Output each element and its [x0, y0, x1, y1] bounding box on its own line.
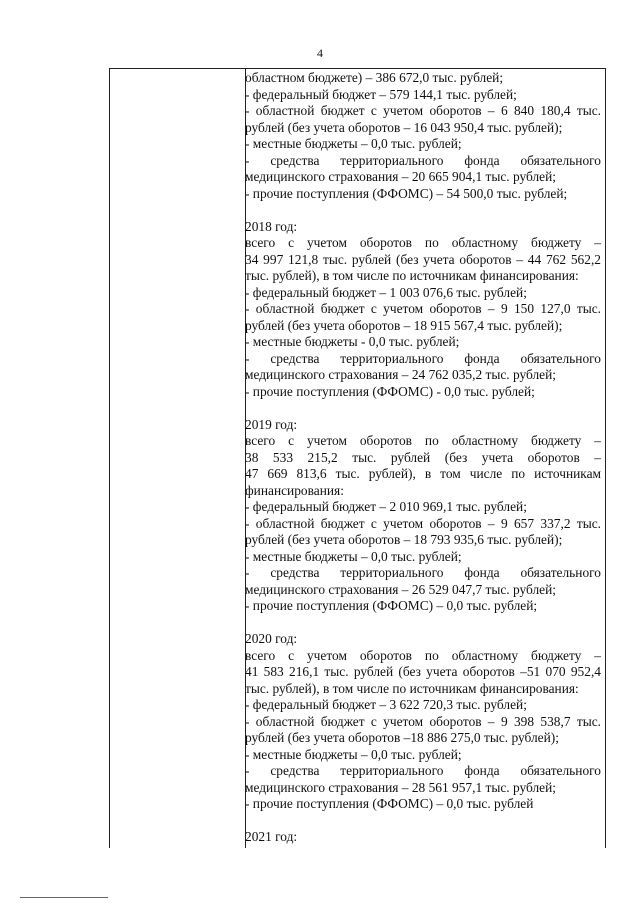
text-line: - местные бюджеты – 0,0 тыс. рублей;	[245, 548, 462, 564]
text-line: медицинского страхования – 24 762 035,2 тыс. рублей;	[245, 367, 556, 382]
text-line: медицинского страхования – 26 529 047,7 тыс. рублей;	[245, 581, 556, 597]
text-line: рублей (без учета оборотов –18 886 275,0 тыс. рублей);	[245, 730, 559, 745]
text-line: 2021 год:	[245, 829, 298, 844]
text-line: 2019 год:	[245, 416, 298, 432]
text-line: - федеральный бюджет – 2 010 969,1 тыс. рублей;	[245, 499, 527, 514]
text-line: 47 669 813,6 тыс. рублей), в том числе по источникам	[245, 466, 601, 481]
text-line: 34 997 121,8 тыс. рублей (без учета оборотов – 44 762 562,2	[245, 251, 601, 267]
text-line: 41 583 216,1 тыс. рублей (без учета оборотов –51 070 952,4	[245, 664, 601, 679]
text-line: рублей (без учета оборотов – 18 793 935,6 тыс. рублей);	[245, 532, 563, 547]
page-number: 4	[317, 46, 323, 60]
text-line: 38 533 215,2 тыс. рублей (без учета оборотов –	[245, 449, 601, 465]
text-line: 2018 год:	[245, 218, 298, 234]
paragraph-gap	[245, 202, 601, 219]
text-line: тыс. рублей), в том числе по источникам финансирования:	[245, 680, 579, 696]
text-line: тыс. рублей), в том числе по источникам финансирования:	[245, 268, 579, 283]
text-line: - областной бюджет с учетом оборотов – 6 840 180,4 тыс.	[245, 103, 601, 118]
text-line: - прочие поступления (ФФОМС) – 54 500,0 тыс. рублей;	[245, 185, 568, 201]
text-line: - федеральный бюджет – 579 144,1 тыс. рублей;	[245, 86, 517, 102]
text-line: финансирования:	[245, 482, 344, 498]
text-line: - областной бюджет с учетом оборотов – 9 398 538,7 тыс.	[245, 713, 601, 729]
text-line: медицинского страхования – 28 561 957,1 тыс. рублей;	[245, 779, 556, 795]
text-line: - средства территориального фонда обязательного	[245, 565, 601, 580]
text-line: - местные бюджеты - 0,0 тыс. рублей;	[245, 334, 460, 349]
text-line: 2020 год:	[245, 631, 298, 646]
text-line: - местные бюджеты – 0,0 тыс. рублей;	[245, 746, 462, 762]
text-line: медицинского страхования – 20 665 904,1 тыс. рублей;	[245, 169, 556, 184]
text-line: - прочие поступления (ФФОМС) – 0,0 тыс. рублей;	[245, 598, 538, 613]
text-line: - местные бюджеты – 0,0 тыс. рублей;	[245, 136, 462, 151]
text-line: рублей (без учета оборотов – 16 043 950,4 тыс. рублей);	[245, 119, 563, 135]
paragraph-gap	[245, 615, 601, 632]
text-line: всего с учетом оборотов по областному бюджету –	[245, 433, 601, 448]
text-line: областном бюджете) – 386 672,0 тыс. рублей;	[245, 70, 504, 85]
text-line: всего с учетом оборотов по областному бюджету –	[245, 647, 601, 663]
paragraph-gap	[245, 400, 601, 417]
text-line: - федеральный бюджет – 1 003 076,6 тыс. рублей;	[245, 284, 527, 300]
text-line: - областной бюджет с учетом оборотов – 9 657 337,2 тыс.	[245, 515, 601, 531]
text-line: - прочие поступления (ФФОМС) – 0,0 тыс. рублей	[245, 796, 534, 811]
text-line: всего с учетом оборотов по областному бюджету –	[245, 235, 601, 250]
text-line: - средства территориального фонда обязательного	[245, 763, 601, 778]
footnote-rule	[20, 897, 108, 898]
text-line: - федеральный бюджет – 3 622 720,3 тыс. рублей;	[245, 697, 527, 712]
paragraph-gap	[245, 813, 601, 830]
text-line: рублей (без учета оборотов – 18 915 567,4 тыс. рублей);	[245, 317, 563, 333]
text-line: - прочие поступления (ФФОМС) - 0,0 тыс. рублей;	[245, 383, 535, 399]
text-line: - областной бюджет с учетом оборотов – 9 150 127,0 тыс.	[245, 301, 601, 316]
table-cell-content	[245, 70, 601, 846]
text-line: - средства территориального фонда обязательного	[245, 350, 601, 366]
text-line: - средства территориального фонда обязательного	[245, 152, 601, 168]
